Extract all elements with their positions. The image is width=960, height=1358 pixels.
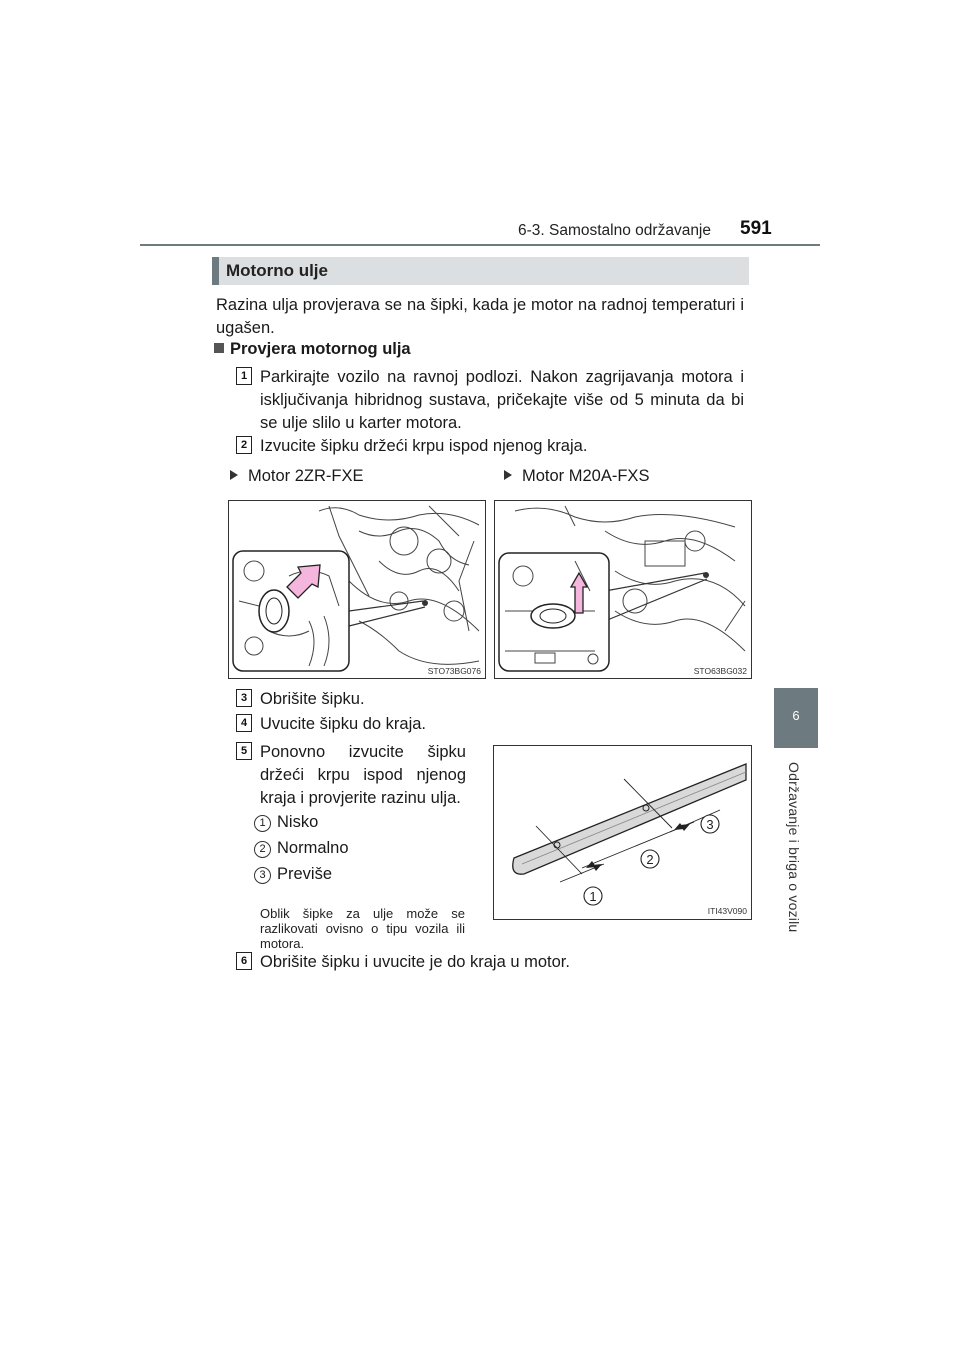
- step-5-text: Ponovno izvucite šipku držeći krpu ispod njenog kraja i provjerite razinu ulja.: [260, 743, 466, 807]
- step-3-text: Obrišite šipku.: [260, 690, 365, 708]
- engine-illustration-2zr: [229, 501, 485, 678]
- step-number-6: 6: [236, 952, 252, 970]
- chapter-number: 6: [792, 708, 800, 723]
- step-number-4: 4: [236, 714, 252, 732]
- step-1-text: Parkirajte vozilo na ravnoj podlozi. Nakon zagrijavanja motora i isključivanja hibridnog sustava, pričekajte više od 5 minuta da bi se ulje slilo u karter motora.: [260, 368, 744, 432]
- step-4-text: Uvucite šipku do kraja.: [260, 715, 426, 733]
- engine-image-m20a: [494, 500, 752, 679]
- section-title: Motorno ulje: [226, 261, 328, 280]
- circle-number-2: 2: [254, 841, 271, 858]
- motor-label-m20a-text: Motor M20A-FXS: [522, 467, 650, 485]
- step-number-3: 3: [236, 689, 252, 707]
- level-high: [254, 863, 332, 886]
- step-number-5: 5: [236, 742, 252, 760]
- section-header: 6-3. Samostalno održavanje: [518, 222, 712, 239]
- circle-number-1: 1: [254, 815, 271, 832]
- step-6-text: Obrišite šipku i uvucite je do kraja u motor.: [260, 953, 570, 971]
- dipstick-callout-1: 1: [589, 889, 597, 904]
- level-normal-label: Normalno: [277, 839, 349, 857]
- header-divider: [140, 244, 820, 246]
- step-2-text: Izvucite šipku držeći krpu ispod njenog kraja.: [260, 437, 588, 455]
- engine-image-2zr: [228, 500, 486, 679]
- intro-paragraph: Razina ulja provjerava se na šipki, kada je motor na radnoj temperaturi i ugašen.: [216, 296, 744, 337]
- subheading-text: Provjera motornog ulja: [230, 340, 411, 358]
- motor-label-m20a: [504, 467, 649, 486]
- subheading: [214, 340, 411, 359]
- circle-number-3: 3: [254, 867, 271, 884]
- level-low: [254, 811, 318, 834]
- motor-label-2zr: [230, 467, 364, 486]
- note-text: Oblik šipke za ulje može se razlikovati ovisno o tipu vozila ili motora.: [260, 906, 465, 951]
- dipstick-callout-2: 2: [646, 852, 654, 867]
- page-number: 591: [740, 218, 772, 239]
- square-bullet-icon: [214, 343, 224, 353]
- image-code: ITI43V090: [707, 906, 747, 916]
- image-code: STO63BG032: [693, 666, 747, 676]
- triangle-bullet-icon: [504, 470, 512, 480]
- dipstick-callout-3: 3: [706, 817, 714, 832]
- level-low-label: Nisko: [277, 813, 319, 831]
- level-high-label: Previše: [277, 865, 333, 883]
- step-number-1: 1: [236, 367, 252, 385]
- dipstick-illustration: [494, 746, 751, 919]
- engine-illustration-m20a: [495, 501, 751, 678]
- motor-label-2zr-text: Motor 2ZR-FXE: [248, 467, 364, 485]
- image-code: STO73BG076: [427, 666, 481, 676]
- level-normal: [254, 837, 349, 860]
- triangle-bullet-icon: [230, 470, 238, 480]
- dipstick-image: [493, 745, 752, 920]
- step-number-2: 2: [236, 436, 252, 454]
- chapter-label: Održavanje i briga o vozilu: [786, 762, 802, 933]
